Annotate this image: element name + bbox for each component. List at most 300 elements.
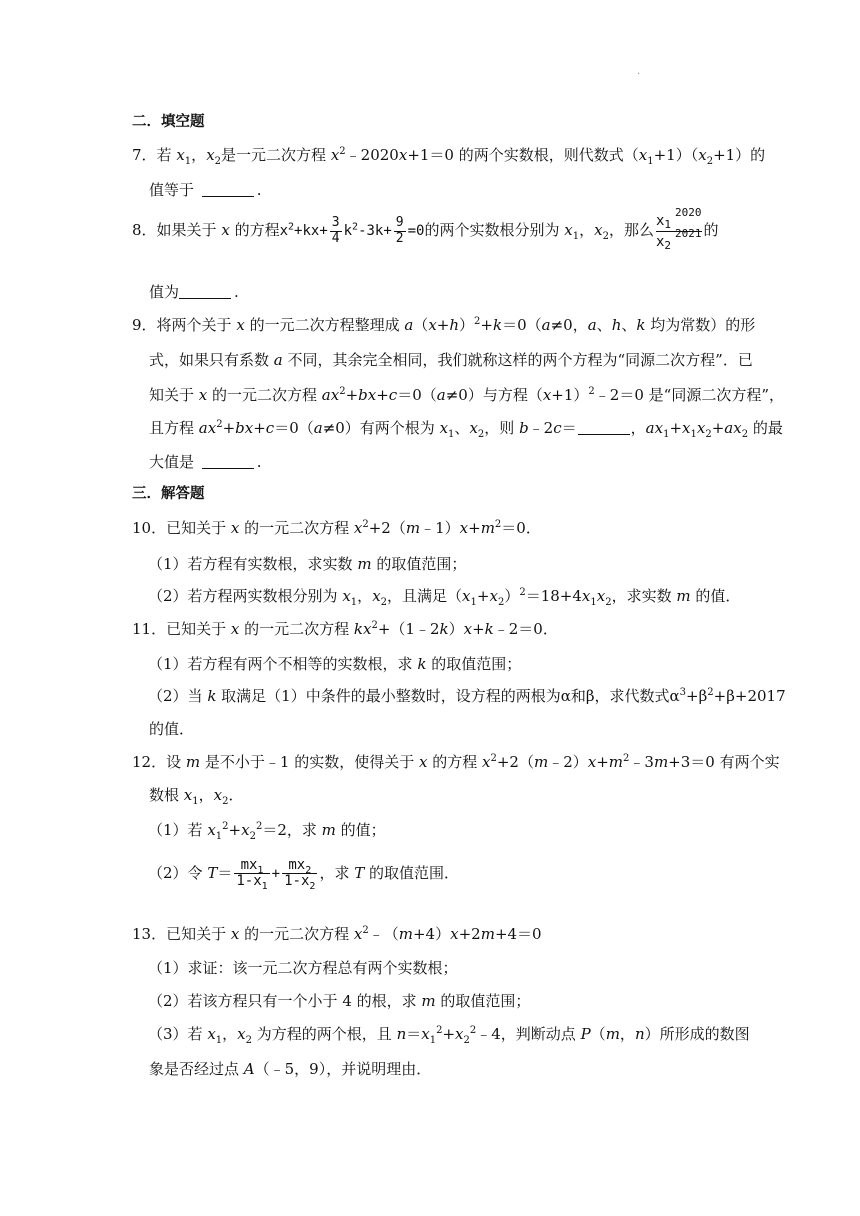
superscript: 2 — [288, 221, 295, 233]
base: x — [655, 233, 665, 250]
subscript: 2 — [741, 429, 749, 440]
text: +1）（ — [653, 146, 699, 164]
text: 的一元二次方程 — [207, 386, 322, 404]
question-9-line-3 — [149, 388, 784, 403]
text: + — [436, 316, 450, 334]
text: 是不小于﹣1 的实数，使得关于 — [200, 753, 419, 771]
var: x — [207, 1025, 216, 1043]
text: +β+2017 — [713, 687, 786, 705]
var: ax — [321, 386, 340, 404]
var: a — [436, 386, 446, 404]
question-7-line-2 — [149, 183, 262, 198]
numerator: 9 — [395, 215, 404, 231]
question-13-line-1 — [132, 927, 542, 942]
text: 、 — [596, 316, 612, 334]
subscript: 2 — [214, 156, 222, 167]
text: +（1﹣2 — [377, 620, 440, 638]
var: k — [417, 655, 427, 673]
superscript: 2 — [494, 519, 502, 530]
text: + — [222, 419, 236, 437]
text: 的方程 — [229, 221, 280, 240]
text: 的取值范围； — [371, 555, 467, 573]
text: +1）的 — [713, 146, 766, 164]
text: ，求 — [319, 863, 355, 882]
var: x — [418, 753, 428, 771]
answer-blank[interactable] — [202, 184, 254, 197]
question-number: 11． — [132, 620, 167, 638]
subscript: 2 — [705, 429, 712, 440]
text: 均为常数）的形 — [645, 316, 756, 334]
text: 的两个实数根分别为 — [424, 221, 565, 240]
denominator — [282, 873, 317, 893]
term: x — [279, 223, 289, 240]
subscript: 1 — [470, 597, 477, 608]
var: m — [321, 821, 336, 839]
page-mark: . — [637, 66, 641, 77]
power-fraction — [655, 206, 702, 252]
superscript: 2 — [469, 1025, 477, 1036]
question-12-line-2 — [149, 786, 244, 807]
subscript: 2 — [664, 238, 672, 252]
subscript: 2 — [477, 429, 485, 440]
text: 、 — [454, 419, 470, 437]
var: k — [636, 316, 646, 334]
subscript: 2 — [245, 1035, 253, 1046]
question-13-part-2 — [148, 994, 530, 1009]
text: （ — [590, 1025, 606, 1043]
var: x — [198, 386, 208, 404]
text: ＝ — [217, 863, 233, 882]
text: 知关于 — [149, 386, 199, 404]
var: m — [421, 992, 436, 1010]
text: 不同，其余完全相同，我们就称这样的两个方程为“同源二次方程”．已 — [282, 351, 753, 369]
var: m — [185, 753, 201, 771]
text: + — [711, 419, 725, 437]
var: x — [230, 620, 240, 638]
var: x — [353, 519, 363, 537]
text: ﹣1） — [420, 519, 460, 537]
var: a — [587, 316, 597, 334]
text: + — [596, 753, 609, 771]
text: 、 — [621, 316, 637, 334]
superscript: 2 — [588, 386, 595, 397]
superscript: 2 — [707, 687, 714, 698]
superscript: 2 — [623, 753, 630, 764]
text: + — [228, 821, 242, 839]
var: x — [564, 221, 573, 240]
text: （1）若方程有实数根，求实数 — [148, 555, 358, 573]
subscript: 1 — [663, 429, 670, 440]
question-number: 12． — [132, 753, 167, 771]
var: x — [207, 821, 216, 839]
var: n — [396, 1025, 407, 1043]
subscript: 2 — [305, 864, 312, 876]
superscript: 2020 — [675, 206, 702, 219]
text: 的最 — [748, 419, 783, 437]
superscript: 2 — [436, 1025, 443, 1036]
numerator — [234, 858, 269, 874]
var: x — [450, 925, 459, 943]
question-number: 10． — [132, 519, 167, 537]
term: 1-x — [284, 873, 310, 890]
var: b — [519, 419, 529, 437]
superscript: 2 — [339, 146, 346, 157]
var: k — [207, 687, 217, 705]
question-8-line-1 — [132, 206, 719, 252]
var: m — [653, 753, 669, 771]
var: k — [484, 620, 494, 638]
text: +1） — [551, 386, 589, 404]
question-number: 13． — [132, 925, 167, 943]
text: 的一元二次方程 — [239, 620, 354, 638]
plus-sign: + — [271, 865, 281, 882]
text: +2 — [458, 925, 481, 943]
var: x — [237, 1025, 246, 1043]
question-11-part-2 — [148, 689, 786, 704]
text: （2）若该方程只有一个小于 4 的根，求 — [148, 992, 422, 1010]
text: ，则 — [484, 419, 520, 437]
superscript: 2 — [216, 419, 223, 430]
var: P — [580, 1025, 591, 1043]
question-number: 8． — [132, 221, 157, 240]
text: ， — [619, 1025, 635, 1043]
text: 的一元二次方程 — [239, 925, 354, 943]
text: + — [442, 1025, 456, 1043]
text: ﹣2 — [528, 419, 554, 437]
text: 式，如果只有系数 — [149, 351, 274, 369]
var: T — [354, 863, 365, 882]
text: +1＝0 的两个实数根，则代数式（ — [407, 146, 639, 164]
superscript: 2 — [255, 821, 263, 832]
text: 的取值范围； — [435, 992, 531, 1010]
var: A — [243, 1060, 255, 1078]
var: ax — [198, 419, 217, 437]
text: +2（ — [496, 753, 534, 771]
var: x — [372, 587, 381, 605]
superscript: 2 — [222, 821, 229, 832]
var: m — [405, 519, 421, 537]
question-11-line-1 — [132, 622, 558, 637]
text: 值等于 — [149, 181, 199, 199]
var: k — [493, 316, 503, 334]
var: x — [469, 419, 478, 437]
text: ）所形成的数图 — [644, 1025, 750, 1043]
var: x — [439, 419, 449, 437]
superscript: 2 — [474, 316, 481, 327]
var: x — [230, 925, 240, 943]
question-13-part-1: （1）求证：该一元二次方程总有两个实数根； — [148, 959, 458, 977]
var: h — [611, 316, 622, 334]
text: + — [253, 419, 266, 437]
text: ，那么 — [608, 221, 654, 240]
var: k — [439, 620, 449, 638]
text: （3）若 — [148, 1025, 208, 1043]
question-9-line-1 — [132, 318, 755, 333]
text: ﹣2＝0 是“同源二次方程”， — [594, 386, 784, 404]
text: 的一元二次方程整理成 — [244, 316, 405, 334]
subscript: 1 — [647, 156, 654, 167]
var: x — [462, 587, 471, 605]
text: （1）若方程有两个不相等的实数根，求 — [148, 655, 418, 673]
var: x — [455, 1025, 464, 1043]
var: m — [608, 753, 624, 771]
var: n — [634, 1025, 645, 1043]
subscript: 2 — [602, 231, 609, 243]
text: . — [256, 181, 262, 199]
text: ≠0）有两个根为 — [322, 419, 440, 437]
var: a — [541, 316, 551, 334]
text: 的 — [703, 221, 719, 240]
equation-image — [279, 215, 425, 246]
term: -3k+ — [358, 223, 392, 240]
text: ﹣2） — [548, 753, 588, 771]
var: m — [480, 925, 495, 943]
var: a — [313, 419, 323, 437]
var: x — [481, 753, 491, 771]
var: ax — [645, 419, 664, 437]
question-9-line-5 — [149, 455, 262, 470]
var: x — [459, 519, 469, 537]
text: + — [376, 386, 389, 404]
text: ＝2，求 — [262, 821, 322, 839]
subscript: 1 — [261, 881, 268, 893]
text: + — [480, 316, 493, 334]
section-heading-fill-in: 二．填空题 — [132, 114, 205, 130]
subscript: 2 — [222, 796, 229, 807]
superscript: 2021 — [675, 226, 702, 240]
var: x — [342, 587, 351, 605]
superscript: 2 — [490, 753, 497, 764]
text: ＝ — [561, 419, 577, 437]
var: x — [428, 316, 437, 334]
text: （1）若 — [148, 821, 208, 839]
text: +4） — [412, 925, 451, 943]
superscript: 2 — [362, 519, 369, 530]
section-heading-solutions: 三．解答题 — [132, 486, 205, 502]
text: （2）若方程两实数根分别为 — [148, 587, 343, 605]
text: （2）当 — [148, 687, 208, 705]
var: x — [230, 519, 240, 537]
subscript: 1 — [590, 597, 597, 608]
text: +β — [686, 687, 708, 705]
var: x — [696, 419, 706, 437]
subscript: 2 — [706, 156, 714, 167]
subscript: 1 — [429, 1035, 437, 1046]
question-10-line-1 — [132, 521, 541, 536]
var: bx — [235, 419, 254, 437]
denominator — [655, 226, 702, 252]
text: +4＝0 — [494, 925, 542, 943]
var: x — [594, 221, 603, 240]
text: +2（ — [368, 519, 406, 537]
var: m — [357, 555, 372, 573]
text: 的方程 — [427, 753, 482, 771]
subscript: 1 — [215, 831, 223, 842]
subscript: 1 — [184, 156, 192, 167]
text: （ — [413, 316, 429, 334]
text: （2）令 — [148, 863, 208, 882]
text: ， — [191, 146, 207, 164]
subscript: 1 — [572, 231, 580, 243]
text: ） — [459, 316, 475, 334]
var: h — [449, 316, 460, 334]
var: c — [388, 386, 398, 404]
var: c — [553, 419, 562, 437]
question-9-line-2 — [149, 353, 753, 368]
question-10-part-2 — [148, 587, 741, 608]
question-12-part-1 — [148, 821, 386, 842]
var: x — [581, 587, 591, 605]
var: x — [353, 925, 363, 943]
text: ﹣3 — [629, 753, 654, 771]
var: x — [698, 146, 707, 164]
text: ＝0． — [501, 519, 541, 537]
fraction — [330, 216, 342, 246]
var: x — [330, 146, 340, 164]
text: 已知关于 — [166, 925, 231, 943]
var: ax — [724, 419, 742, 437]
text: 为方程的两个根，且 — [252, 1025, 397, 1043]
subscript: 2 — [497, 597, 505, 608]
answer-blank[interactable] — [202, 456, 254, 469]
text: ＝0（ — [502, 316, 542, 334]
text: 是一元二次方程 — [221, 146, 331, 164]
text: + — [468, 519, 481, 537]
question-10-part-1 — [148, 557, 466, 572]
fraction — [234, 857, 269, 893]
question-11-part-1 — [148, 657, 521, 672]
var: x — [542, 386, 552, 404]
subscript: 2 — [380, 597, 388, 608]
var: x — [463, 620, 473, 638]
question-9-line-4 — [149, 419, 783, 440]
denominator: 4 — [331, 230, 340, 246]
var: x — [183, 786, 193, 804]
var: c — [265, 419, 275, 437]
question-13-part-3 — [148, 1025, 750, 1046]
text: ≠0， — [550, 316, 588, 334]
text: ， — [579, 221, 595, 240]
text: + — [472, 620, 485, 638]
superscript: 2 — [519, 587, 526, 598]
text: ﹣2020 — [345, 146, 399, 164]
var: x — [241, 821, 250, 839]
text: ， — [198, 786, 214, 804]
text: 的值； — [335, 821, 386, 839]
text: + — [476, 587, 490, 605]
answer-blank[interactable] — [179, 286, 231, 299]
superscript: 2 — [352, 221, 359, 233]
text: ﹣4，判断动点 — [476, 1025, 581, 1043]
answer-blank[interactable] — [578, 422, 630, 435]
subscript: 2 — [249, 831, 256, 842]
var: x — [421, 1025, 430, 1043]
var: x — [236, 316, 245, 334]
subscript: 2 — [463, 1035, 470, 1046]
question-number: 9． — [132, 316, 157, 334]
text: ，且满足（ — [387, 587, 463, 605]
term: mx — [288, 857, 306, 873]
term: 1-x — [236, 873, 262, 890]
var: x — [176, 146, 185, 164]
term: +kx+ — [294, 223, 328, 240]
var: x — [682, 419, 691, 437]
question-12-line-1 — [132, 755, 780, 770]
numerator — [282, 858, 317, 874]
numerator: 3 — [331, 215, 340, 231]
text: ， — [222, 1025, 238, 1043]
text: 取满足（1）中条件的最小整数时，设方程的两根为α和β，求代数式α — [216, 687, 680, 705]
text: 设 — [166, 753, 186, 771]
superscript: 3 — [679, 687, 687, 698]
text: +3＝0 有两个实 — [668, 753, 780, 771]
text: 若 — [156, 146, 177, 164]
text: . — [234, 283, 239, 301]
text: 的一元二次方程 — [239, 519, 354, 537]
text: 值为 — [149, 283, 180, 301]
superscript: 2 — [362, 925, 369, 936]
var: x — [213, 786, 223, 804]
term: k — [343, 223, 353, 240]
fraction — [394, 216, 406, 246]
text: （﹣5，9），并说明理由． — [254, 1060, 432, 1078]
text: ＝0（ — [274, 419, 314, 437]
text: ） — [504, 587, 520, 605]
var: m — [605, 1025, 620, 1043]
fraction — [282, 857, 317, 893]
var: bx — [358, 386, 377, 404]
subscript: 1 — [350, 597, 358, 608]
var: x — [587, 753, 597, 771]
text: 将两个关于 — [156, 316, 237, 334]
var: T — [207, 863, 218, 882]
subscript: 1 — [664, 218, 672, 231]
var: m — [533, 753, 549, 771]
text: ≠0）与方程（ — [445, 386, 543, 404]
text: + — [669, 419, 683, 437]
var: x — [638, 146, 648, 164]
question-7-line-1 — [132, 146, 766, 167]
var: x — [206, 146, 215, 164]
denominator — [234, 873, 269, 893]
text: 大值是 — [149, 453, 199, 471]
var: m — [676, 587, 691, 605]
text: ， — [357, 587, 373, 605]
var: a — [273, 351, 283, 369]
text: ， — [630, 419, 646, 437]
subscript: 1 — [215, 1035, 223, 1046]
question-12-part-2 — [148, 857, 460, 893]
subscript: 1 — [690, 429, 697, 440]
subscript: 1 — [192, 796, 199, 807]
text: 数根 — [149, 786, 184, 804]
text: 象是否经过点 — [149, 1060, 244, 1078]
text: 且方程 — [149, 419, 199, 437]
question-8-line-2 — [149, 285, 239, 300]
var: m — [398, 925, 413, 943]
var: x — [221, 221, 230, 240]
term: =0 — [407, 223, 425, 240]
text: . — [256, 453, 262, 471]
var: x — [398, 146, 408, 164]
text: ） — [448, 620, 464, 638]
text: ＝18+4 — [525, 587, 582, 605]
text: 已知关于 — [166, 519, 231, 537]
question-11-part-2-line-2: 的值． — [149, 720, 195, 738]
subscript: 1 — [257, 864, 264, 876]
text: ． — [228, 786, 244, 804]
var: kx — [353, 620, 372, 638]
